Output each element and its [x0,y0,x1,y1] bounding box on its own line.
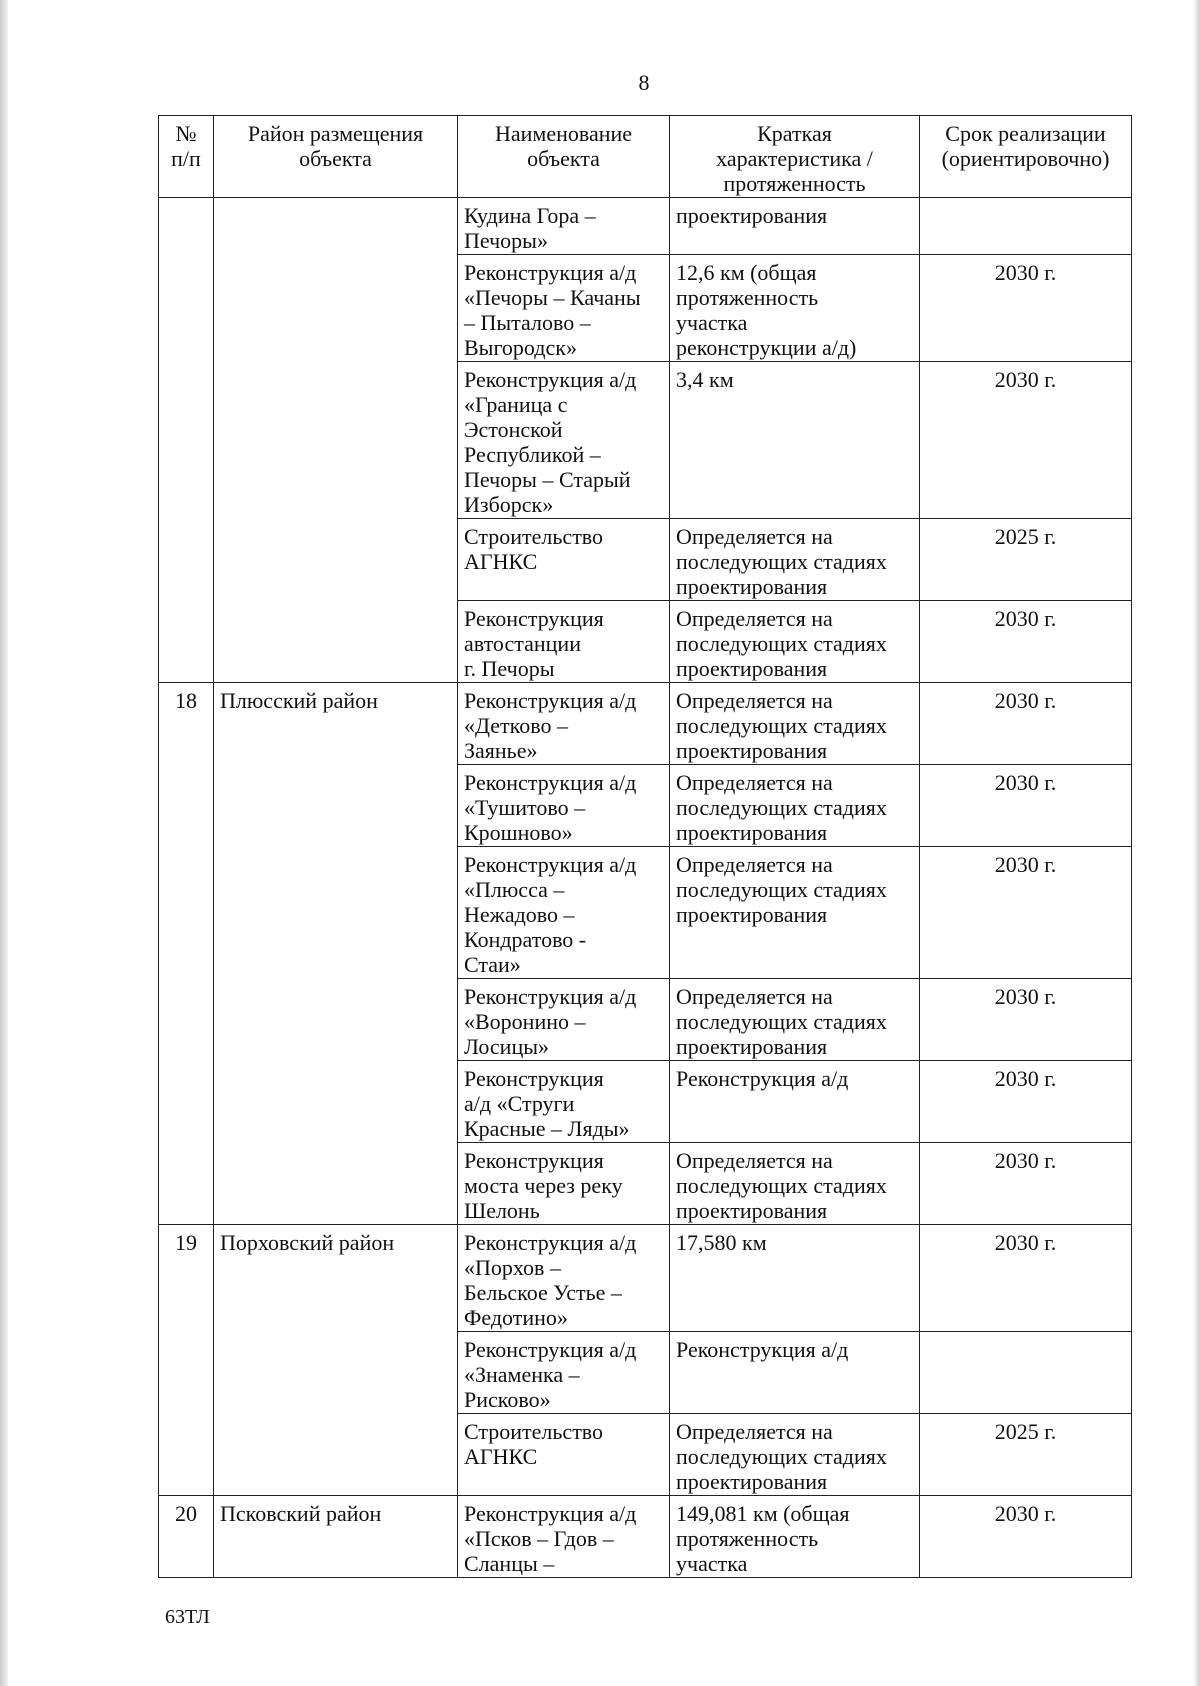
object-name-cell [458,1143,670,1225]
description-cell-text: Реконструкция а/д [676,1337,849,1362]
description-cell [670,979,920,1061]
object-name-cell [458,362,670,519]
term-cell-text: 2030 г. [994,1066,1057,1091]
term-cell-text: 2025 г. [994,524,1057,549]
description-cell-text: Реконструкция а/д [676,1066,849,1091]
description-cell-text: Определяется на последующих стадиях проектирования [676,1419,887,1494]
object-name-cell-text: Реконструкция а/д «Струги Красные – Ляды» [464,1066,630,1141]
district-cell: Псковский район [214,1496,458,1578]
term-cell [920,1061,1132,1143]
description-cell-text: проектирования [676,203,828,228]
description-cell-text: Определяется на последующих стадиях проектирования [676,770,887,845]
table-row [159,1496,1132,1578]
description-cell [670,683,920,765]
term-cell [920,1414,1132,1496]
object-name-cell-text: Строительство АГНКС [464,524,604,574]
term-cell-text: 2030 г. [994,260,1057,285]
object-name-cell-text: Реконструкция а/д «Воронино – Лосицы» [464,984,637,1059]
term-cell-text: 2030 г. [994,1230,1057,1255]
object-name-cell-text: Реконструкция а/д «Знаменка – Рисково» [464,1337,637,1412]
term-cell-text: 2025 г. [994,1419,1057,1444]
header-num: № п/п [159,116,214,198]
header-description: Краткая характеристика / протяженность [670,116,920,198]
object-name-cell [458,255,670,362]
object-name-cell-text: Реконструкция моста через реку Шелонь [464,1148,623,1223]
object-name-cell [458,601,670,683]
description-cell-text: 3,4 км [676,367,734,392]
object-name-cell [458,847,670,979]
table-header-row [159,116,1132,198]
description-cell [670,519,920,601]
district-cell: Плюсский район [214,683,458,1225]
term-cell [920,847,1132,979]
object-name-cell [458,1414,670,1496]
object-name-cell-text: Реконструкция а/д «Плюсса – Нежадово – Кондратово - Стаи» [464,852,637,977]
description-cell [670,198,920,255]
object-name-cell-text: Реконструкция автостанции г. Печоры [464,606,604,681]
object-name-cell [458,1225,670,1332]
term-cell [920,198,1132,255]
object-name-cell [458,1332,670,1414]
object-name-cell [458,1496,670,1578]
term-cell [920,362,1132,519]
object-name-cell-text: Реконструкция а/д «Граница с Эстонской Республикой – Печоры – Старый Изборск» [464,367,637,517]
scan-edge-left [0,0,8,1686]
district-cell: Порховский район [214,1225,458,1496]
term-cell-text: 2030 г. [994,606,1057,631]
term-cell [920,519,1132,601]
description-cell-text: Определяется на последующих стадиях проектирования [676,688,887,763]
footer-code: 63ТЛ [165,1606,210,1628]
description-cell [670,1332,920,1414]
description-cell-text: 12,6 км (общая протяженность участка реконструкции а/д) [676,260,857,360]
term-cell [920,683,1132,765]
table-row [159,683,1132,765]
scan-edge-right [1194,0,1200,1686]
description-cell [670,255,920,362]
object-name-cell [458,683,670,765]
object-name-cell-text: Реконструкция а/д «Псков – Гдов – Сланцы – [464,1501,637,1576]
term-cell-text: 2030 г. [994,367,1057,392]
term-cell-text: 2030 г. [994,852,1057,877]
term-cell [920,1332,1132,1414]
object-name-cell [458,979,670,1061]
term-cell [920,601,1132,683]
object-name-cell-text: Реконструкция а/д «Детково – Заянье» [464,688,637,763]
description-cell-text: Определяется на последующих стадиях проектирования [676,606,887,681]
term-cell [920,255,1132,362]
table-row [159,1225,1132,1332]
term-cell-text: 2030 г. [994,1501,1057,1526]
object-name-cell-text: Строительство АГНКС [464,1419,604,1469]
term-cell [920,765,1132,847]
object-name-cell-text: Реконструкция а/д «Тушитово – Крошново» [464,770,637,845]
description-cell [670,1496,920,1578]
description-cell [670,601,920,683]
description-cell-text: Определяется на последующих стадиях проектирования [676,1148,887,1223]
description-cell-text: Определяется на последующих стадиях проектирования [676,524,887,599]
description-cell-text: 149,081 км (общая протяженность участка [676,1501,850,1576]
table-body [159,198,1132,1578]
term-cell [920,979,1132,1061]
row-number: 19 [159,1225,214,1496]
term-cell-text: 2030 г. [994,770,1057,795]
header-term: Срок реализации (ориентировочно) [920,116,1132,198]
object-name-cell-text: Реконструкция а/д «Порхов – Бельское Устье – Федотино» [464,1230,637,1330]
object-name-cell [458,1061,670,1143]
description-cell [670,1143,920,1225]
description-cell-text: Определяется на последующих стадиях проектирования [676,984,887,1059]
term-cell [920,1496,1132,1578]
projects-table [158,115,1132,1578]
description-cell [670,1061,920,1143]
term-cell-text: 2030 г. [994,688,1057,713]
row-number: 18 [159,683,214,1225]
description-cell-text: 17,580 км [676,1230,767,1255]
description-cell [670,1225,920,1332]
object-name-cell [458,765,670,847]
object-name-cell [458,519,670,601]
description-cell [670,1414,920,1496]
row-number [159,198,214,683]
term-cell [920,1143,1132,1225]
description-cell-text: Определяется на последующих стадиях проектирования [676,852,887,927]
object-name-cell-text: Кудина Гора – Печоры» [464,203,596,253]
header-name: Наименование объекта [458,116,670,198]
term-cell [920,1225,1132,1332]
page-number: 8 [638,70,650,95]
description-cell [670,765,920,847]
object-name-cell [458,198,670,255]
row-number: 20 [159,1496,214,1578]
district-cell [214,198,458,683]
description-cell [670,847,920,979]
term-cell-text: 2030 г. [994,1148,1057,1173]
table-row [159,198,1132,255]
object-name-cell-text: Реконструкция а/д «Печоры – Качаны – Пыталово – Выгородск» [464,260,641,360]
term-cell-text: 2030 г. [994,984,1057,1009]
header-district: Район размещения объекта [214,116,458,198]
description-cell [670,362,920,519]
